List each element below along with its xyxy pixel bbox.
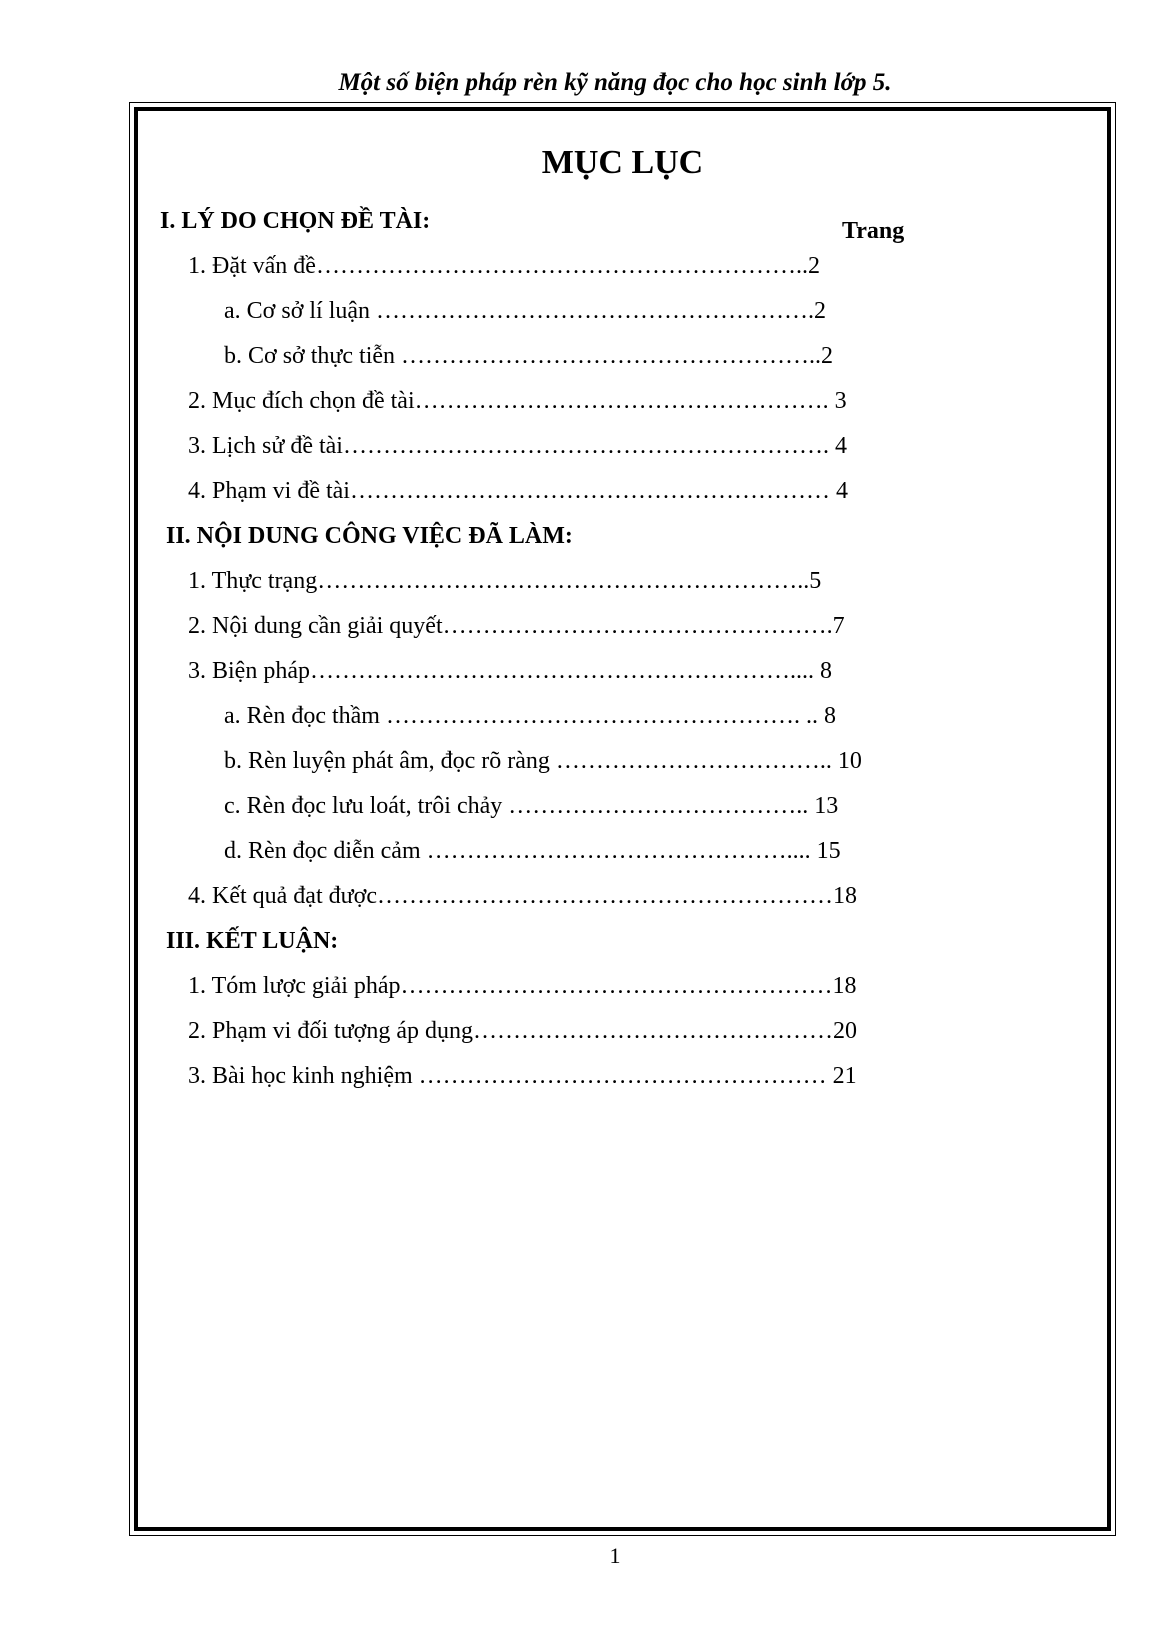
toc-title: MỤC LỤC xyxy=(541,144,704,181)
toc-entry: 3. Biện pháp…………………………………………………….... 8 xyxy=(188,658,832,684)
toc-section-heading: III. KẾT LUẬN: xyxy=(166,928,339,954)
toc-entry: 4. Phạm vi đề tài…………………………………………………… 4 xyxy=(188,478,848,504)
toc-page-column-label: Trang xyxy=(842,218,905,244)
toc-subentry: a. Rèn đọc thầm ……………………………………………. .. 8 xyxy=(224,703,836,729)
toc-subentry: a. Cơ sở lí luận ……………………………………………….2 xyxy=(224,298,827,324)
toc-entry: 3. Bài học kinh nghiệm …………………………………………… 21 xyxy=(188,1063,857,1089)
toc-entry: 3. Lịch sử đề tài……………………………………………………. 4 xyxy=(188,433,847,459)
toc-entry: 2. Phạm vi đối tượng áp dụng………………………………………20 xyxy=(188,1018,858,1044)
page-number: 1 xyxy=(609,1543,621,1568)
toc-subentry: b. Cơ sở thực tiễn ……………………………………………..2 xyxy=(224,343,834,369)
toc-entry: 1. Thực trạng……………………………………………………..5 xyxy=(188,568,822,594)
toc-entry: 1. Tóm lược giải pháp………………………………………………18 xyxy=(188,973,857,999)
toc-section-heading: II. NỘI DUNG CÔNG VIỆC ĐÃ LÀM: xyxy=(166,523,573,549)
toc-section-heading: I. LÝ DO CHỌN ĐỀ TÀI: xyxy=(160,208,431,234)
toc-entry: 2. Mục đích chọn đề tài……………………………………………. 3 xyxy=(188,388,847,414)
toc-subentry: d. Rèn đọc diễn cảm ……………………………………….... 15 xyxy=(224,838,841,864)
toc-subentry: b. Rèn luyện phát âm, đọc rõ ràng …………………………….. 10 xyxy=(224,748,862,774)
toc-entry: 4. Kết quả đạt được…………………………………………………18 xyxy=(188,883,857,909)
toc-entry: 1. Đặt vấn đề……………………………………………………..2 xyxy=(188,253,820,279)
toc-entry: 2. Nội dung cần giải quyết………………………………………….7 xyxy=(188,613,845,639)
toc-subentry: c. Rèn đọc lưu loát, trôi chảy ……………………………….. 13 xyxy=(224,793,839,819)
running-header: Một số biện pháp rèn kỹ năng đọc cho học sinh lớp 5. xyxy=(338,69,892,96)
